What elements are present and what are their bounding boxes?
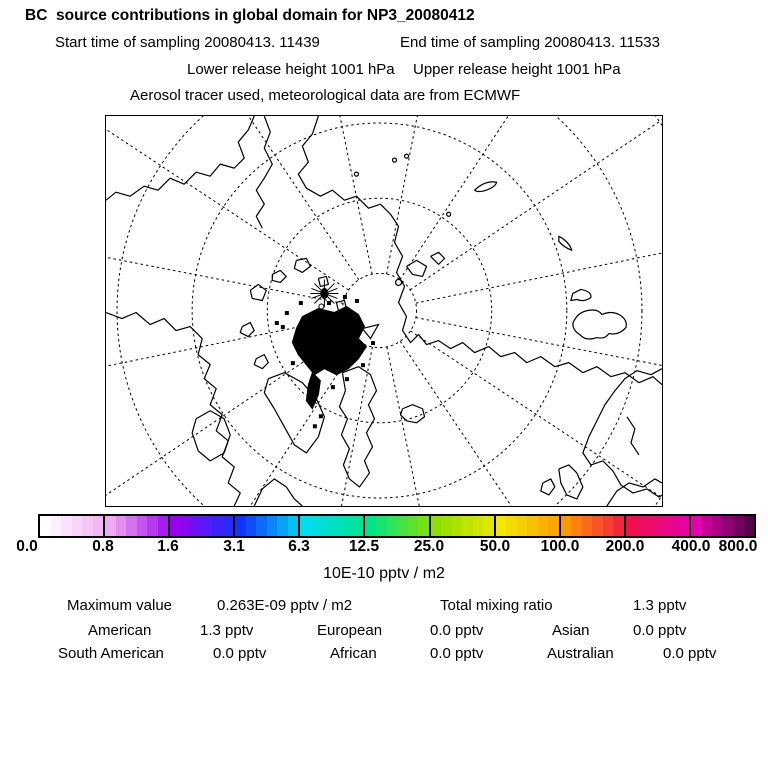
lower-release-text: Lower release height 1001 hPa xyxy=(187,61,395,78)
colorbar-cell xyxy=(431,516,442,536)
colorbar-tick: 0.8 xyxy=(92,538,114,555)
colorbar-tick: 12.5 xyxy=(348,538,380,555)
map-panel xyxy=(105,115,663,507)
colorbar-cell xyxy=(571,516,582,536)
region-name: South American xyxy=(58,645,164,662)
colorbar-segment xyxy=(300,516,365,536)
colorbar-tick: 25.0 xyxy=(413,538,445,555)
meridian-line xyxy=(139,116,359,280)
colorbar-cell xyxy=(246,516,257,536)
colorbar-segment xyxy=(691,516,754,536)
colorbar-cell xyxy=(342,516,353,536)
colorbar-cell xyxy=(288,516,299,536)
colorbar-cell xyxy=(452,516,463,536)
coastlines xyxy=(106,116,662,506)
colorbar-cell xyxy=(626,516,637,536)
region-value: 0.0 pptv xyxy=(430,622,484,639)
colorbar-cell xyxy=(93,516,104,536)
meridian-line xyxy=(387,116,462,274)
colorbar-cell xyxy=(105,516,116,536)
colorbar-tick: 0.0 xyxy=(16,538,38,555)
colorbar-cell xyxy=(462,516,473,536)
colorbar-cell xyxy=(321,516,332,536)
colorbar-cell xyxy=(592,516,603,536)
colorbar-cell xyxy=(72,516,83,536)
colorbar-tick: 50.0 xyxy=(479,538,511,555)
colorbar-cell xyxy=(506,516,517,536)
region-name: American xyxy=(88,622,152,639)
colorbar-cell xyxy=(267,516,278,536)
region-value: 1.3 pptv xyxy=(200,622,254,639)
colorbar-segment xyxy=(235,516,300,536)
colorbar-cell xyxy=(365,516,376,536)
colorbar-cell xyxy=(691,516,702,536)
meridian-line xyxy=(416,225,662,304)
colorbar-cell xyxy=(40,516,51,536)
total-ratio-label: Total mixing ratio xyxy=(440,597,553,614)
colorbar-unit: 10E-10 pptv / m2 xyxy=(323,565,445,582)
colorbar-cell xyxy=(181,516,192,536)
colorbar-cell xyxy=(61,516,72,536)
colorbar-cell xyxy=(668,516,679,536)
colorbar-segment xyxy=(105,516,170,536)
colorbar-cell xyxy=(418,516,429,536)
colorbar-cell xyxy=(712,516,723,536)
region-value: 0.0 pptv xyxy=(430,645,484,662)
colorbar-cell xyxy=(300,516,311,536)
plot-title: BC source contributions in global domain for NP3_20080412 xyxy=(25,7,475,24)
colorbar-cell xyxy=(548,516,559,536)
colorbar-tick: 3.1 xyxy=(223,538,245,555)
colorbar-cell xyxy=(561,516,572,536)
colorbar-cell xyxy=(678,516,689,536)
colorbar-segment xyxy=(365,516,430,536)
colorbar-cell xyxy=(256,516,267,536)
colorbar-cell xyxy=(116,516,127,536)
colorbar-cell xyxy=(647,516,658,536)
colorbar-cell xyxy=(582,516,593,536)
latitude-circle xyxy=(117,116,642,506)
polar-map-svg xyxy=(106,116,662,506)
region-value: 0.0 pptv xyxy=(663,645,717,662)
colorbar-cell xyxy=(636,516,647,536)
colorbar-tick: 100.0 xyxy=(540,538,580,555)
end-time-text: End time of sampling 20080413. 11533 xyxy=(400,34,660,51)
max-value-label: Maximum value xyxy=(67,597,173,614)
colorbar-cell xyxy=(126,516,137,536)
colorbar-segment xyxy=(170,516,235,536)
total-ratio-value: 1.3 pptv xyxy=(633,597,687,614)
colorbar-tick: 400.0 xyxy=(671,538,711,555)
colorbar-cell xyxy=(147,516,158,536)
region-value: 0.0 pptv xyxy=(213,645,267,662)
colorbar-cell xyxy=(311,516,322,536)
colorbar-cell xyxy=(613,516,624,536)
colorbar-tick: 1.6 xyxy=(157,538,179,555)
colorbar-cell xyxy=(137,516,148,536)
colorbar-segment xyxy=(431,516,496,536)
meridian-line xyxy=(410,116,662,290)
colorbar-cell xyxy=(235,516,246,536)
start-time-text: Start time of sampling 20080413. 11439 xyxy=(55,34,320,51)
colorbar-cell xyxy=(408,516,419,536)
latitude-circle xyxy=(106,116,662,506)
latitude-circle xyxy=(267,198,491,423)
colorbar-cell xyxy=(191,516,202,536)
region-value: 0.0 pptv xyxy=(633,622,687,639)
meridian-line xyxy=(106,228,343,303)
colorbar-cell xyxy=(397,516,408,536)
colorbar-tick: 200.0 xyxy=(605,538,645,555)
colorbar-segment xyxy=(561,516,626,536)
colorbar-cell xyxy=(473,516,484,536)
colorbar-segment xyxy=(40,516,105,536)
colorbar-cell xyxy=(51,516,62,536)
colorbar-cell xyxy=(441,516,452,536)
colorbar-cell xyxy=(733,516,744,536)
colorbar-cell xyxy=(277,516,288,536)
colorbar-cell xyxy=(353,516,364,536)
colorbar-cell xyxy=(517,516,528,536)
upper-release-text: Upper release height 1001 hPa xyxy=(413,61,621,78)
colorbar-cell xyxy=(496,516,507,536)
colorbar-cell xyxy=(332,516,343,536)
colorbar-cell xyxy=(82,516,93,536)
graticule xyxy=(106,116,662,506)
receptor-star-marker xyxy=(310,279,338,307)
colorbar-cell xyxy=(483,516,494,536)
colorbar-cell xyxy=(212,516,223,536)
colorbar-cell xyxy=(202,516,213,536)
colorbar-segment xyxy=(496,516,561,536)
colorbar-segment xyxy=(626,516,691,536)
colorbar-cell xyxy=(657,516,668,536)
meridian-line xyxy=(387,347,465,506)
colorbar-cell xyxy=(603,516,614,536)
colorbar-cell xyxy=(387,516,398,536)
colorbar-tick: 6.3 xyxy=(288,538,310,555)
colorbar-cell xyxy=(527,516,538,536)
colorbar-cell xyxy=(376,516,387,536)
region-name: African xyxy=(330,645,377,662)
colorbar-cell xyxy=(158,516,169,536)
region-name: European xyxy=(317,622,383,639)
colorbar-cell xyxy=(538,516,549,536)
colorbar-ticks xyxy=(0,538,768,556)
colorbar-cell xyxy=(170,516,181,536)
colorbar xyxy=(38,514,756,538)
colorbar-cell xyxy=(701,516,712,536)
meridian-line xyxy=(400,341,620,506)
source-contribution-cluster xyxy=(275,295,378,427)
colorbar-tick: 800.0 xyxy=(718,538,758,555)
max-value: 0.263E-09 pptv / m2 xyxy=(217,597,353,614)
meridian-line xyxy=(410,331,662,506)
tracer-note-text: Aerosol tracer used, meteorological data are from ECMWF xyxy=(130,87,521,104)
region-name: Asian xyxy=(552,622,590,639)
region-name: Australian xyxy=(547,645,614,662)
colorbar-cell xyxy=(722,516,733,536)
meridian-line xyxy=(294,116,372,274)
latitude-circle xyxy=(192,123,567,498)
colorbar-cell xyxy=(744,516,755,536)
colorbar-cell xyxy=(223,516,234,536)
